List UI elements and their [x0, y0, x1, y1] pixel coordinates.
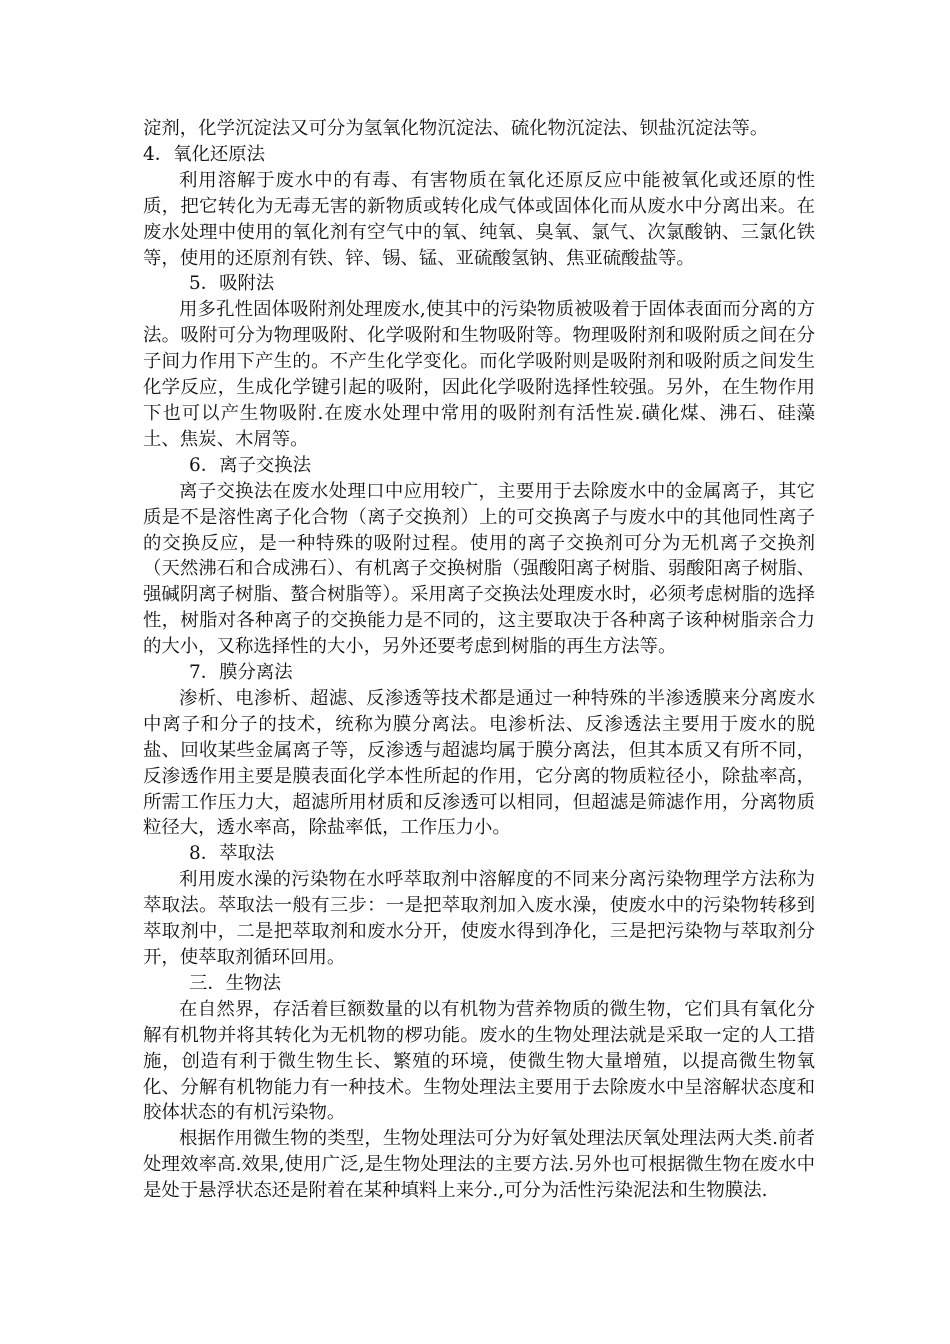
body-paragraph: 用多孔性固体吸附剂处理废水,使其中的污染物质被吸着于固体表面而分离的方法。吸附可分为物理吸附、化学吸附和生物吸附等。物理吸附剂和吸附质之间在分子间力作用下产生的。不产生化学变化。而化学吸附则是吸附剂和吸附质之间发生化学反应，生成化学键引起的吸附，因此化学吸附选择性较强。另外，在生物作用下也可以产生物吸附.在废水处理中常用的吸附剂有活性炭.磺化煤、沸石、硅藻土、焦炭、木屑等。	[143, 299, 815, 450]
body-paragraph: 利用废水澡的污染物在水呼萃取剂中溶解度的不同来分离污染物理学方法称为萃取法。萃取法一般有三步：一是把萃取剂加入废水澡，使废水中的污染物转移到萃取剂中，二是把萃取剂和废水分开，使废水得到净化，三是把污染物与萃取剂分开，使萃取剂循环回用。	[143, 869, 815, 968]
body-paragraph: 渗析、电渗析、超滤、反渗透等技术都是通过一种特殊的半渗透膜来分离废水中离子和分子的技术，统称为膜分离法。电渗析法、反渗透法主要用于废水的脱盐、回收某些金属离子等，反渗透与超滤均属于膜分离法，但其本质又有所不同，反渗透作用主要是膜表面化学本性所起的作用，它分离的物质粒径小，除盐率高，所需工作压力大，超滤所用材质和反渗透可以相同，但超滤是筛滤作用，分离物质粒径大，透水率高，除盐率低，工作压力小。	[143, 687, 815, 839]
body-paragraph: 离子交换法在废水处理口中应用较广，主要用于去除废水中的金属离子，其它质是不是溶性离子化合物（离子交换剂）上的可交换离子与废水中的其他同性离子的交换反应，是一种特殊的吸附过程。使用的离子交换剂可分为无机离子交换剂（天然沸石和合成沸石）、有机离子交换树脂（强酸阳离子树脂、弱酸阳离子树脂、强碱阴离子树脂、螯合树脂等）。采用离子交换法处理废水时，必须考虑树脂的选择性，树脂对各种离子的交换能力是不同的，这主要取决于各种离子该种树脂亲合力的大小，又称选择性的大小，另外还要考虑到树脂的再生方法等。	[143, 480, 815, 658]
body-text: 淀剂，化学沉淀法又可分为氢氧化物沉淀法、硫化物沉淀法、钡盐沉淀法等。	[143, 118, 769, 139]
body-paragraph: 在自然界，存活着巨额数量的以有机物为营养物质的微生物，它们具有氧化分解有机物并将其转化为无机物的椤功能。废水的生物处理法就是采取一定的人工措施，创造有利于微生物生长、繁殖的环境，使微生物大量增殖，以提高微生物氧化、分解有机物能力有一种技术。生物处理法主要用于去除废水中呈溶解状态度和胶体状态的有机污染物。	[143, 998, 815, 1124]
section-heading: 4．氧化还原法	[143, 143, 266, 165]
section-heading: 8．萃取法	[189, 843, 275, 865]
document-body	[143, 116, 815, 1204]
section-heading: 6．离子交换法	[189, 454, 312, 476]
section-heading: 7．膜分离法	[189, 662, 293, 684]
body-paragraph: 利用溶解于废水中的有毒、有害物质在氧化还原反应中能被氧化或还原的性质，把它转化为无毒无害的新物质或转化成气体或固体化而从废水中分离出来。在废水处理中使用的氧化剂有空气中的氧、纯氧、臭氧、氯气、次氯酸钠、三氯化铁等，使用的还原剂有铁、锌、锡、锰、亚硫酸氢钠、焦亚硫酸盐等。	[143, 169, 815, 269]
body-paragraph: 根据作用微生物的类型，生物处理法可分为好氧处理法厌氧处理法两大类.前者处理效率高.效果,使用广泛,是生物处理法的主要方法.另外也可根据微生物在废水中是处于悬浮状态还是附着在某种填料上来分.,可分为活性污染泥法和生物膜法.	[143, 1128, 815, 1202]
section-heading: 5．吸附法	[189, 273, 275, 295]
section-heading: 三．生物法	[189, 972, 281, 994]
